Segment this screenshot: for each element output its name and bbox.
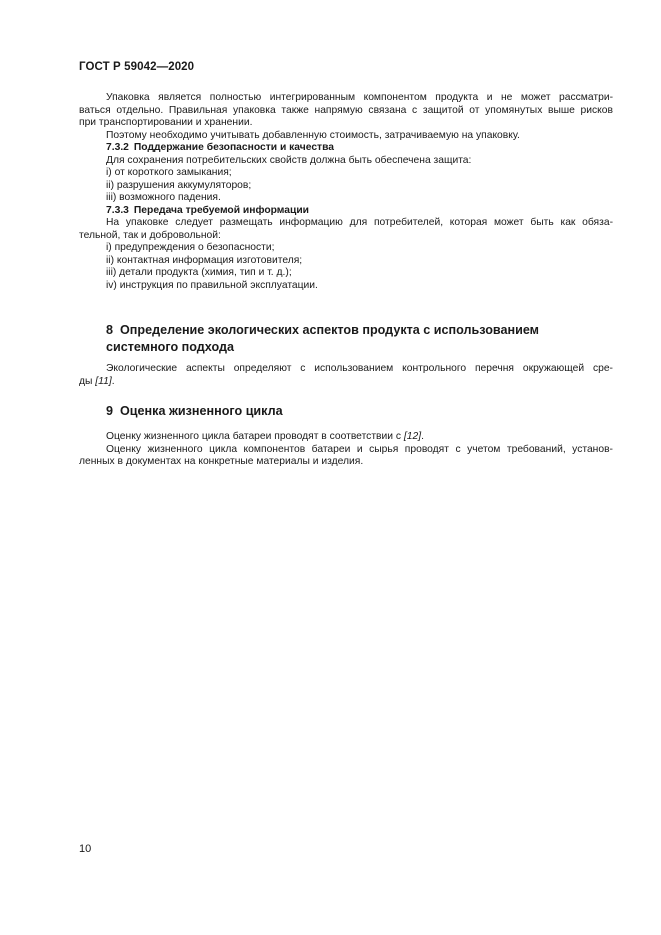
text-span: . [111, 375, 115, 387]
list-item: ii) разрушения аккумуляторов; [106, 179, 252, 191]
citation: [12] [403, 431, 422, 442]
section-9 [79, 403, 613, 420]
subsection-title: Поддержание безопасности и качества [133, 142, 335, 153]
section-number: 9 [106, 404, 114, 418]
list-item: iii) возможного падения. [106, 192, 221, 203]
subsection-7-3-3-intro-line: На упаковке следует размещать информацию для потребителей, которая может быть как обяза- [106, 217, 613, 228]
section-8 [79, 322, 613, 356]
page-number: 10 [79, 843, 92, 855]
subsection-number: 7.3.2 [106, 142, 129, 153]
subsection-title: Передача требуемой информации [133, 204, 309, 216]
section-9-paragraph-line: Оценку жизненного цикла компонентов батареи и сырья проводят с учетом требований, установ- [106, 443, 613, 455]
section-8-body [79, 363, 613, 388]
list-item: iv) инструкция по правильной эксплуатации. [106, 279, 318, 291]
subsection-7-3-3-heading [79, 205, 613, 218]
packaging-paragraph-line: при транспортировании и хранении. [79, 117, 253, 128]
packaging-paragraph-line: ваться отдельно. Правильная упаковка также напрямую связана с защитой от упомянутых выше рисков [79, 104, 613, 116]
section-9-paragraph-line: ленных в документах на конкретные материалы и изделия. [79, 456, 364, 467]
section-9-body [79, 431, 613, 469]
list-item: ii) контактная информация изготовителя; [106, 254, 303, 266]
section-8-paragraph-line: Экологические аспекты определяют с использованием контрольного перечня окружающей сре- [106, 363, 613, 374]
text-span: ды [79, 375, 96, 387]
standard-header: ГОСТ Р 59042—2020 [79, 61, 195, 73]
list-item: i) от короткого замыкания; [106, 167, 232, 178]
section-9-paragraph [79, 431, 613, 444]
subsection-7-3-2-heading [79, 142, 613, 155]
section-8-paragraph-line [79, 376, 613, 389]
subsection-7-3-2-intro: Для сохранения потребительских свойств должна быть обеспечена защита: [106, 154, 472, 166]
section-title-line: Оценка жизненного цикла [120, 404, 283, 418]
section-9-title [79, 403, 613, 420]
list-item: i) предупреждения о безопасности; [106, 242, 275, 253]
packaging-paragraph-line: Упаковка является полностью интегрированным компонентом продукта и не может рассматри- [106, 92, 613, 103]
section-number: 8 [106, 323, 114, 337]
subsection-number: 7.3.3 [106, 204, 129, 216]
section-7-3-continued [79, 92, 613, 292]
text-span: . [421, 431, 424, 442]
section-title-line: Определение экологических аспектов продукта с использованием [120, 323, 539, 337]
text-span: Оценку жизненного цикла батареи проводят в соответствии с [106, 431, 404, 442]
section-8-title-cont: системного подхода [106, 340, 234, 354]
section-8-title [79, 322, 613, 339]
subsection-7-3-3-intro-line: тельной, так и добровольной: [79, 229, 221, 241]
packaging-value-paragraph: Поэтому необходимо учитывать добавленную стоимость, затрачиваемую на упаковку. [106, 129, 520, 141]
list-item: iii) детали продукта (химия, тип и т. д.); [106, 267, 292, 278]
citation: [11] [95, 375, 112, 387]
